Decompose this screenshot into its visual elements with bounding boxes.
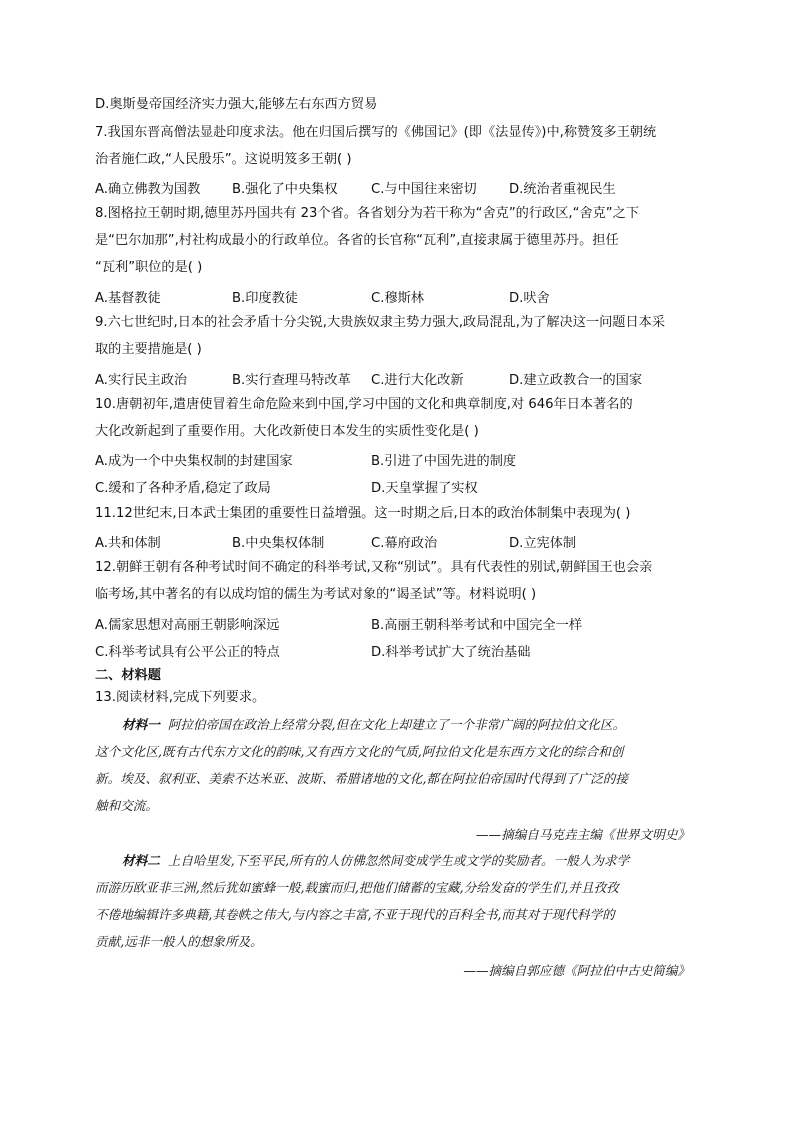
material1-line2: 这个文化区,既有古代东方文化的韵味,又有西方文化的气质,阿拉伯文化是东西方文化的综合和创 [95, 744, 624, 759]
q9-option-d: D.建立政教合一的国家 [509, 373, 643, 388]
q12-option-b: B.高丽王朝科举考试和中国完全一样 [371, 618, 583, 633]
material1-line3: 新。埃及、叙利亚、美索不达米亚、波斯、希腊诸地的文化,都在阿拉伯帝国时代得到了广泛的接 [95, 771, 628, 786]
q11-stem-line1: 11.12世纪末,日本武士集团的重要性日益增强。这一时期之后,日本的政治体制集中表现为( ) [95, 506, 631, 521]
q7-options [95, 178, 695, 196]
material2-line3: 不倦地编辑许多典籍,其卷帙之伟大,与内容之丰富,不亚于现代的百科全书,而其对于现代科学的 [95, 907, 615, 922]
q8-option-d: D.吠舍 [509, 291, 550, 306]
q6-option-d: D.奥斯曼帝国经济实力强大,能够左右东西方贸易 [95, 97, 378, 112]
material2-line1 [122, 852, 629, 870]
material2-source: ——摘编自郭应德《阿拉伯中古史简编》 [463, 963, 690, 978]
material2-line4: 贡献,远非一般人的想象所及。 [95, 934, 263, 949]
q7-stem-line2: 治者施仁政,“人民殷乐”。这说明笈多王朝( ) [95, 152, 352, 167]
q7-stem-line1: 7.我国东晋高僧法显赴印度求法。他在归国后撰写的《佛国记》(即《法显传》)中,称赞笈多王朝统 [95, 125, 657, 140]
material1-source: ——摘编自马克垚主编《世界文明史》 [475, 827, 690, 842]
q7-option-b: B.强化了中央集权 [232, 182, 338, 197]
q9-stem-line1: 9.六七世纪时,日本的社会矛盾十分尖锐,大贵族奴隶主势力强大,政局混乱,为了解决这一问题日本采 [95, 315, 666, 330]
q11-options [95, 532, 695, 550]
material1-line1 [122, 716, 625, 734]
q8-options [95, 287, 695, 305]
q10-stem-line1: 10.唐朝初年,遣唐使冒着生命危险来到中国,学习中国的文化和典章制度,对 646年日本著名的 [95, 397, 633, 412]
q8-stem-line3: “瓦利”职位的是( ) [95, 260, 203, 275]
q10-option-c: C.缓和了各种矛盾,稳定了政局 [95, 481, 271, 496]
q10-option-a: A.成为一个中央集权制的封建国家 [95, 454, 293, 469]
q12-stem-line2: 临考场,其中著名的有以成均馆的儒生为考试对象的“谒圣试”等。材料说明( ) [95, 587, 537, 602]
material2-text-1: 上自哈里发,下至平民,所有的人仿佛忽然间变成学生或文学的奖励者。一般人为求学 [167, 853, 630, 868]
material1-line4: 触和交流。 [95, 798, 158, 813]
q8-stem-line2: 是“巴尔加那”,村社构成最小的行政单位。各省的长官称“瓦利”,直接隶属于德里苏丹。担任 [95, 233, 619, 248]
q12-options-row1 [95, 614, 695, 632]
q11-option-d: D.立宪体制 [509, 536, 577, 551]
q7-option-c: C.与中国往来密切 [371, 182, 477, 197]
q10-options-row1 [95, 450, 695, 468]
q10-stem-line2: 大化改新起到了重要作用。大化改新使日本发生的实质性变化是( ) [95, 424, 479, 439]
q12-option-a: A.儒家思想对高丽王朝影响深远 [95, 618, 280, 633]
q11-option-c: C.幕府政治 [371, 536, 438, 551]
material2-label: 材料二 [122, 853, 160, 868]
q8-option-b: B.印度教徒 [232, 291, 298, 306]
q10-options-row2 [95, 477, 695, 495]
q9-option-c: C.进行大化改新 [371, 373, 464, 388]
q13-prompt: 13.阅读材料,完成下列要求。 [95, 690, 266, 705]
q9-stem-line2: 取的主要措施是( ) [95, 342, 202, 357]
q9-options [95, 369, 695, 387]
q12-option-d: D.科举考试扩大了统治基础 [371, 645, 531, 660]
q12-stem-line1: 12.朝鲜王朝有各种考试时间不确定的科举考试,又称“别试”。具有代表性的别试,朝鲜国王也会亲 [95, 560, 653, 575]
material2-line2: 而游历欧亚非三洲,然后犹如蜜蜂一般,载蜜而归,把他们储蓄的宝藏,分给发奋的学生们,并且孜孜 [95, 880, 619, 895]
q10-option-d: D.天皇掌握了实权 [371, 481, 478, 496]
q9-option-b: B.实行查理马特改革 [232, 373, 351, 388]
q7-option-a: A.确立佛教为国教 [95, 182, 201, 197]
q11-option-a: A.共和体制 [95, 536, 161, 551]
q10-option-b: B.引进了中国先进的制度 [371, 454, 517, 469]
material1-label: 材料一 [122, 717, 160, 732]
q8-stem-line1: 8.图格拉王朝时期,德里苏丹国共有 23个省。各省划分为若干称为“舍克”的行政区,“舍克”之下 [95, 206, 640, 221]
material1-text-1: 阿拉伯帝国在政治上经常分裂,但在文化上却建立了一个非常广阔的阿拉伯文化区。 [167, 717, 626, 732]
section-title: 二、材料题 [95, 668, 161, 683]
q11-option-b: B.中央集权体制 [232, 536, 325, 551]
q8-option-a: A.基督教徒 [95, 291, 161, 306]
q9-option-a: A.实行民主政治 [95, 373, 188, 388]
q8-option-c: C.穆斯林 [371, 291, 424, 306]
q7-option-d: D.统治者重视民生 [509, 182, 616, 197]
q12-options-row2 [95, 641, 695, 659]
q12-option-c: C.科举考试具有公平公正的特点 [95, 645, 280, 660]
